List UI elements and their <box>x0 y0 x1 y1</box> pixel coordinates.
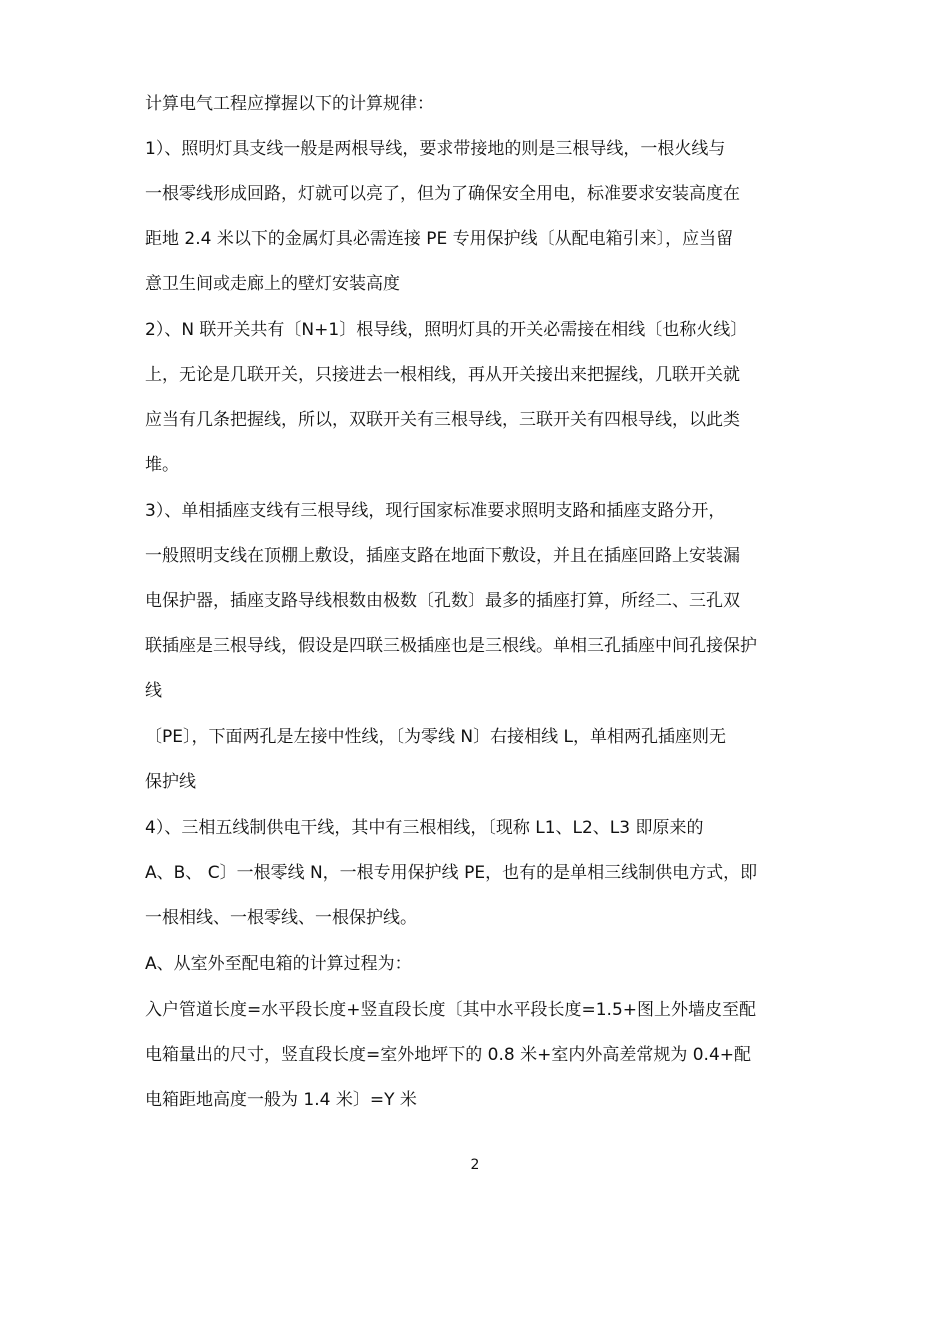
paragraph-2-line-4: 堆。 <box>145 455 179 475</box>
paragraph-2-line-3: 应当有几条把握线，所以，双联开关有三根导线，三联开关有四根导线，以此类 <box>145 410 740 430</box>
document-body <box>145 92 817 1112</box>
paragraph-6-line-1: A、从室外至配电箱的计算过程为： <box>145 954 412 974</box>
paragraph-1-line-3: 距地 2.4 米以下的金属灯具必需连接 PE 专用保护线〔从配电箱引来〕，应当留 <box>145 229 734 249</box>
paragraph-2-line-2: 上，无论是几联开关，只接进去一根相线，再从开关接出来把握线，几联开关就 <box>145 365 740 385</box>
paragraph-4-line-2: 保护线 <box>145 772 196 792</box>
paragraph-2-line-1: 2）、N 联开关共有〔N+1〕根导线，照明灯具的开关必需接在相线〔也称火线〕 <box>145 320 748 340</box>
paragraph-7-line-3: 电箱距地高度一般为 1.4 米〕=Y 米 <box>145 1090 417 1110</box>
heading-line: 计算电气工程应撑握以下的计算规律： <box>145 94 434 114</box>
paragraph-3-line-3: 电保护器，插座支路导线根数由极数〔孔数〕最多的插座打算，所经二、三孔双 <box>145 591 740 611</box>
paragraph-5-line-3: 一根相线、一根零线、一根保护线。 <box>145 908 417 928</box>
paragraph-3-line-4: 联插座是三根导线，假设是四联三极插座也是三根线。单相三孔插座中间孔接保护 <box>145 636 757 656</box>
paragraph-1-line-1: 1）、照明灯具支线一般是两根导线，要求带接地的则是三根导线，一根火线与 <box>145 139 726 159</box>
paragraph-5-line-2: A、B、 C〕一根零线 N，一根专用保护线 PE，也有的是单相三线制供电方式，即 <box>145 863 758 883</box>
paragraph-7-line-1: 入户管道长度=水平段长度+竖直段长度〔其中水平段长度=1.5+图上外墙皮至配 <box>145 1000 757 1020</box>
page-number: 2 <box>470 1157 480 1173</box>
paragraph-1-line-4: 意卫生间或走廊上的壁灯安装高度 <box>145 274 400 294</box>
paragraph-3-line-5: 线 <box>145 681 162 701</box>
paragraph-3-line-2: 一般照明支线在顶棚上敷设，插座支路在地面下敷设，并且在插座回路上安装漏 <box>145 546 740 566</box>
paragraph-3-line-1: 3）、单相插座支线有三根导线，现行国家标准要求照明支路和插座支路分开， <box>145 501 726 521</box>
paragraph-7-line-2: 电箱量出的尺寸，竖直段长度=室外地坪下的 0.8 米+室内外高差常规为 0.4+配 <box>145 1045 752 1065</box>
paragraph-1-line-2: 一根零线形成回路，灯就可以亮了，但为了确保安全用电，标准要求安装高度在 <box>145 184 740 204</box>
paragraph-4-line-1: 〔PE〕，下面两孔是左接中性线，〔为零线 N〕右接相线 L，单相两孔插座则无 <box>145 727 726 747</box>
paragraph-5-line-1: 4）、三相五线制供电干线，其中有三根相线，〔现称 L1、L2、L3 即原来的 <box>145 818 704 838</box>
